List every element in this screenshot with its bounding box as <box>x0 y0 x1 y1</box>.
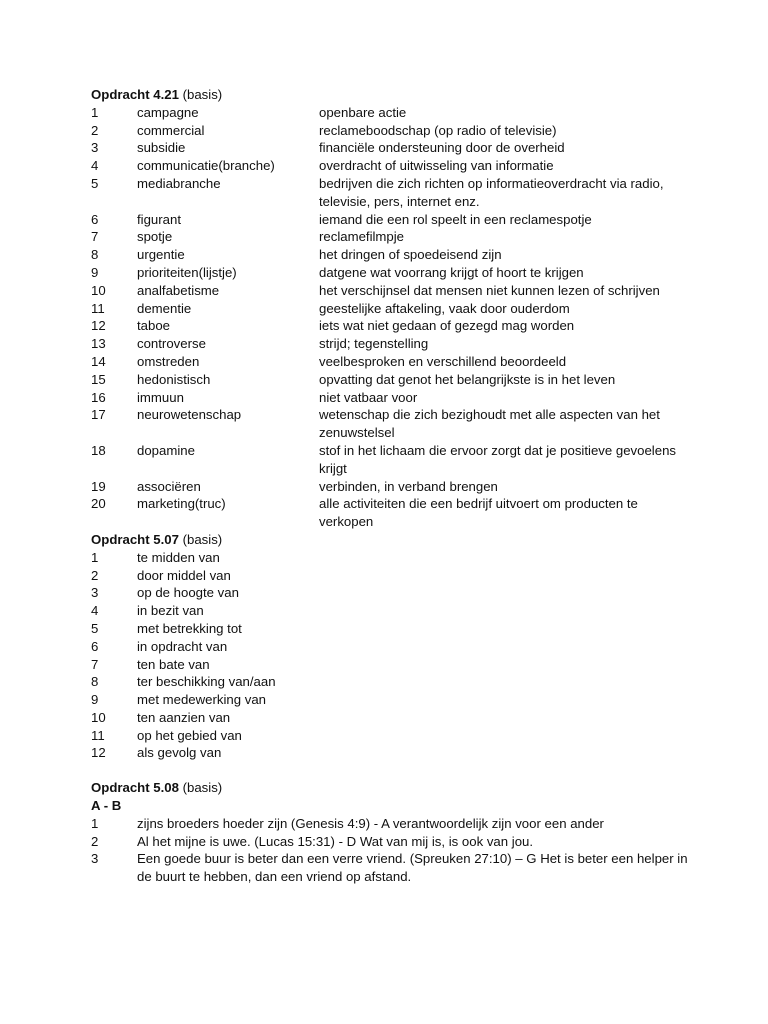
definition: het dringen of spoedeisend zijn <box>319 247 502 263</box>
subheading: A - B <box>91 798 122 814</box>
proverb: Al het mijne is uwe. (Lucas 15:31) - D Wat van mij is, is ook van jou. <box>137 833 534 849</box>
definition: financiële ondersteuning door de overheid <box>319 140 565 156</box>
list-item <box>91 549 691 567</box>
term: subsidie <box>137 140 186 156</box>
term: campagne <box>137 104 199 120</box>
expression: in bezit van <box>137 603 204 619</box>
list-item <box>91 228 691 246</box>
term: spotje <box>137 229 173 245</box>
section-level: (basis) <box>182 780 223 796</box>
expression: te midden van <box>137 549 220 565</box>
list-item <box>91 246 691 264</box>
list-item <box>91 478 691 496</box>
list-item <box>91 638 691 656</box>
item-number: 7 <box>91 656 99 672</box>
proverb: zijns broeders hoeder zijn (Genesis 4:9) - A verantwoordelijk zijn voor een ander <box>137 815 604 831</box>
list-item <box>91 317 691 335</box>
list-item <box>91 104 691 122</box>
list-item <box>91 157 691 175</box>
expression-list <box>91 549 691 763</box>
item-number: 19 <box>91 478 106 494</box>
term: mediabranche <box>137 175 221 191</box>
item-number: 8 <box>91 674 99 690</box>
list-item <box>91 584 691 602</box>
list-item <box>91 620 691 638</box>
item-number: 1 <box>91 104 99 120</box>
item-number: 7 <box>91 229 99 245</box>
item-number: 17 <box>91 407 106 423</box>
item-number: 15 <box>91 371 106 387</box>
item-number: 14 <box>91 353 106 369</box>
definition: opvatting dat genot het belangrijkste is in het leven <box>319 371 616 387</box>
item-number: 4 <box>91 158 99 174</box>
term: associëren <box>137 478 201 494</box>
definition: datgene wat voorrang krijgt of hoort te krijgen <box>319 264 584 280</box>
item-number: 11 <box>91 300 105 316</box>
list-item <box>91 815 691 833</box>
list-item <box>91 602 691 620</box>
definition: niet vatbaar voor <box>319 389 418 405</box>
item-number: 6 <box>91 638 99 654</box>
section-title: Opdracht 5.07 <box>91 531 179 547</box>
term: taboe <box>137 318 171 334</box>
list-item <box>91 709 691 727</box>
section-level: (basis) <box>182 87 223 102</box>
expression: ter beschikking van/aan <box>137 674 276 690</box>
expression: op het gebied van <box>137 727 242 743</box>
item-number: 9 <box>91 264 99 280</box>
item-number: 16 <box>91 389 106 405</box>
definition: geestelijke aftakeling, vaak door ouderdom <box>319 300 570 316</box>
proverb: Een goede buur is beter dan een verre vriend. (Spreuken 27:10) – G Het is beter een helper in de buurt te hebben, dan een vriend op afstand. <box>137 851 688 885</box>
definition: wetenschap die zich bezighoudt met alle aspecten van het zenuwstelsel <box>319 407 660 441</box>
term: commercial <box>137 122 205 138</box>
term: figurant <box>137 211 181 227</box>
expression: op de hoogte van <box>137 585 239 601</box>
term: immuun <box>137 389 184 405</box>
expression: met betrekking tot <box>137 620 242 636</box>
section-heading-5-07 <box>91 531 691 549</box>
definition: strijd; tegenstelling <box>319 336 429 352</box>
list-item <box>91 264 691 282</box>
list-item <box>91 389 691 407</box>
item-number: 2 <box>91 567 99 583</box>
item-number: 3 <box>91 851 99 867</box>
definition: reclameboodschap (op radio of televisie) <box>319 122 557 138</box>
item-number: 10 <box>91 282 106 298</box>
item-number: 1 <box>91 549 99 565</box>
term: dopamine <box>137 442 195 458</box>
item-number: 3 <box>91 585 99 601</box>
section-title: Opdracht 5.08 <box>91 780 179 796</box>
item-number: 18 <box>91 442 106 458</box>
definition: verbinden, in verband brengen <box>319 478 498 494</box>
list-item <box>91 691 691 709</box>
list-item <box>91 495 691 531</box>
list-item <box>91 833 691 851</box>
definition: stof in het lichaam die ervoor zorgt dat je positieve gevoelens krijgt <box>319 442 676 476</box>
definition: iemand die een rol speelt in een reclamespotje <box>319 211 592 227</box>
list-item <box>91 406 691 442</box>
term: analfabetisme <box>137 282 220 298</box>
expression: door middel van <box>137 567 231 583</box>
list-item <box>91 673 691 691</box>
definition: iets wat niet gedaan of gezegd mag worden <box>319 318 575 334</box>
list-item <box>91 211 691 229</box>
item-number: 5 <box>91 175 99 191</box>
term: neurowetenschap <box>137 407 242 423</box>
item-number: 9 <box>91 692 99 708</box>
term: prioriteiten(lijstje) <box>137 264 237 280</box>
term: communicatie(branche) <box>137 158 275 174</box>
definition: het verschijnsel dat mensen niet kunnen lezen of schrijven <box>319 282 660 298</box>
expression: met medewerking van <box>137 692 267 708</box>
proverb-list <box>91 815 691 886</box>
document-page <box>91 86 691 886</box>
item-number: 11 <box>91 727 105 743</box>
definition: bedrijven die zich richten op informatieoverdracht via radio, televisie, pers, internet enz. <box>319 175 664 209</box>
list-item <box>91 656 691 674</box>
item-number: 12 <box>91 745 106 761</box>
list-item <box>91 175 691 211</box>
list-item <box>91 139 691 157</box>
definition: alle activiteiten die een bedrijf uitvoert om producten te verkopen <box>319 496 638 530</box>
item-number: 2 <box>91 122 99 138</box>
list-item <box>91 300 691 318</box>
term: marketing(truc) <box>137 496 226 512</box>
term: hedonistisch <box>137 371 211 387</box>
vocabulary-list <box>91 104 691 531</box>
section-heading-4-21 <box>91 86 691 104</box>
section-heading-5-08 <box>91 779 691 797</box>
spacer <box>91 762 691 779</box>
list-item <box>91 371 691 389</box>
item-number: 20 <box>91 496 106 512</box>
list-item <box>91 567 691 585</box>
definition: reclamefilmpje <box>319 229 405 245</box>
item-number: 8 <box>91 247 99 263</box>
term: omstreden <box>137 353 200 369</box>
item-number: 5 <box>91 620 99 636</box>
expression: in opdracht van <box>137 638 228 654</box>
list-item <box>91 850 691 886</box>
list-item <box>91 282 691 300</box>
section-level: (basis) <box>182 531 223 547</box>
expression: ten aanzien van <box>137 709 231 725</box>
list-item <box>91 727 691 745</box>
list-item <box>91 353 691 371</box>
term: dementie <box>137 300 192 316</box>
section-title: Opdracht 4.21 <box>91 87 179 102</box>
item-number: 13 <box>91 336 106 352</box>
list-item <box>91 442 691 478</box>
item-number: 1 <box>91 815 99 831</box>
list-item <box>91 744 691 762</box>
item-number: 10 <box>91 709 106 725</box>
item-number: 2 <box>91 833 99 849</box>
expression: ten bate van <box>137 656 210 672</box>
item-number: 12 <box>91 318 106 334</box>
list-item <box>91 335 691 353</box>
list-item <box>91 122 691 140</box>
item-number: 4 <box>91 603 99 619</box>
expression: als gevolg van <box>137 745 222 761</box>
item-number: 3 <box>91 140 99 156</box>
definition: veelbesproken en verschillend beoordeeld <box>319 353 567 369</box>
definition: overdracht of uitwisseling van informatie <box>319 158 554 174</box>
item-number: 6 <box>91 211 99 227</box>
term: urgentie <box>137 247 185 263</box>
definition: openbare actie <box>319 104 407 120</box>
term: controverse <box>137 336 206 352</box>
